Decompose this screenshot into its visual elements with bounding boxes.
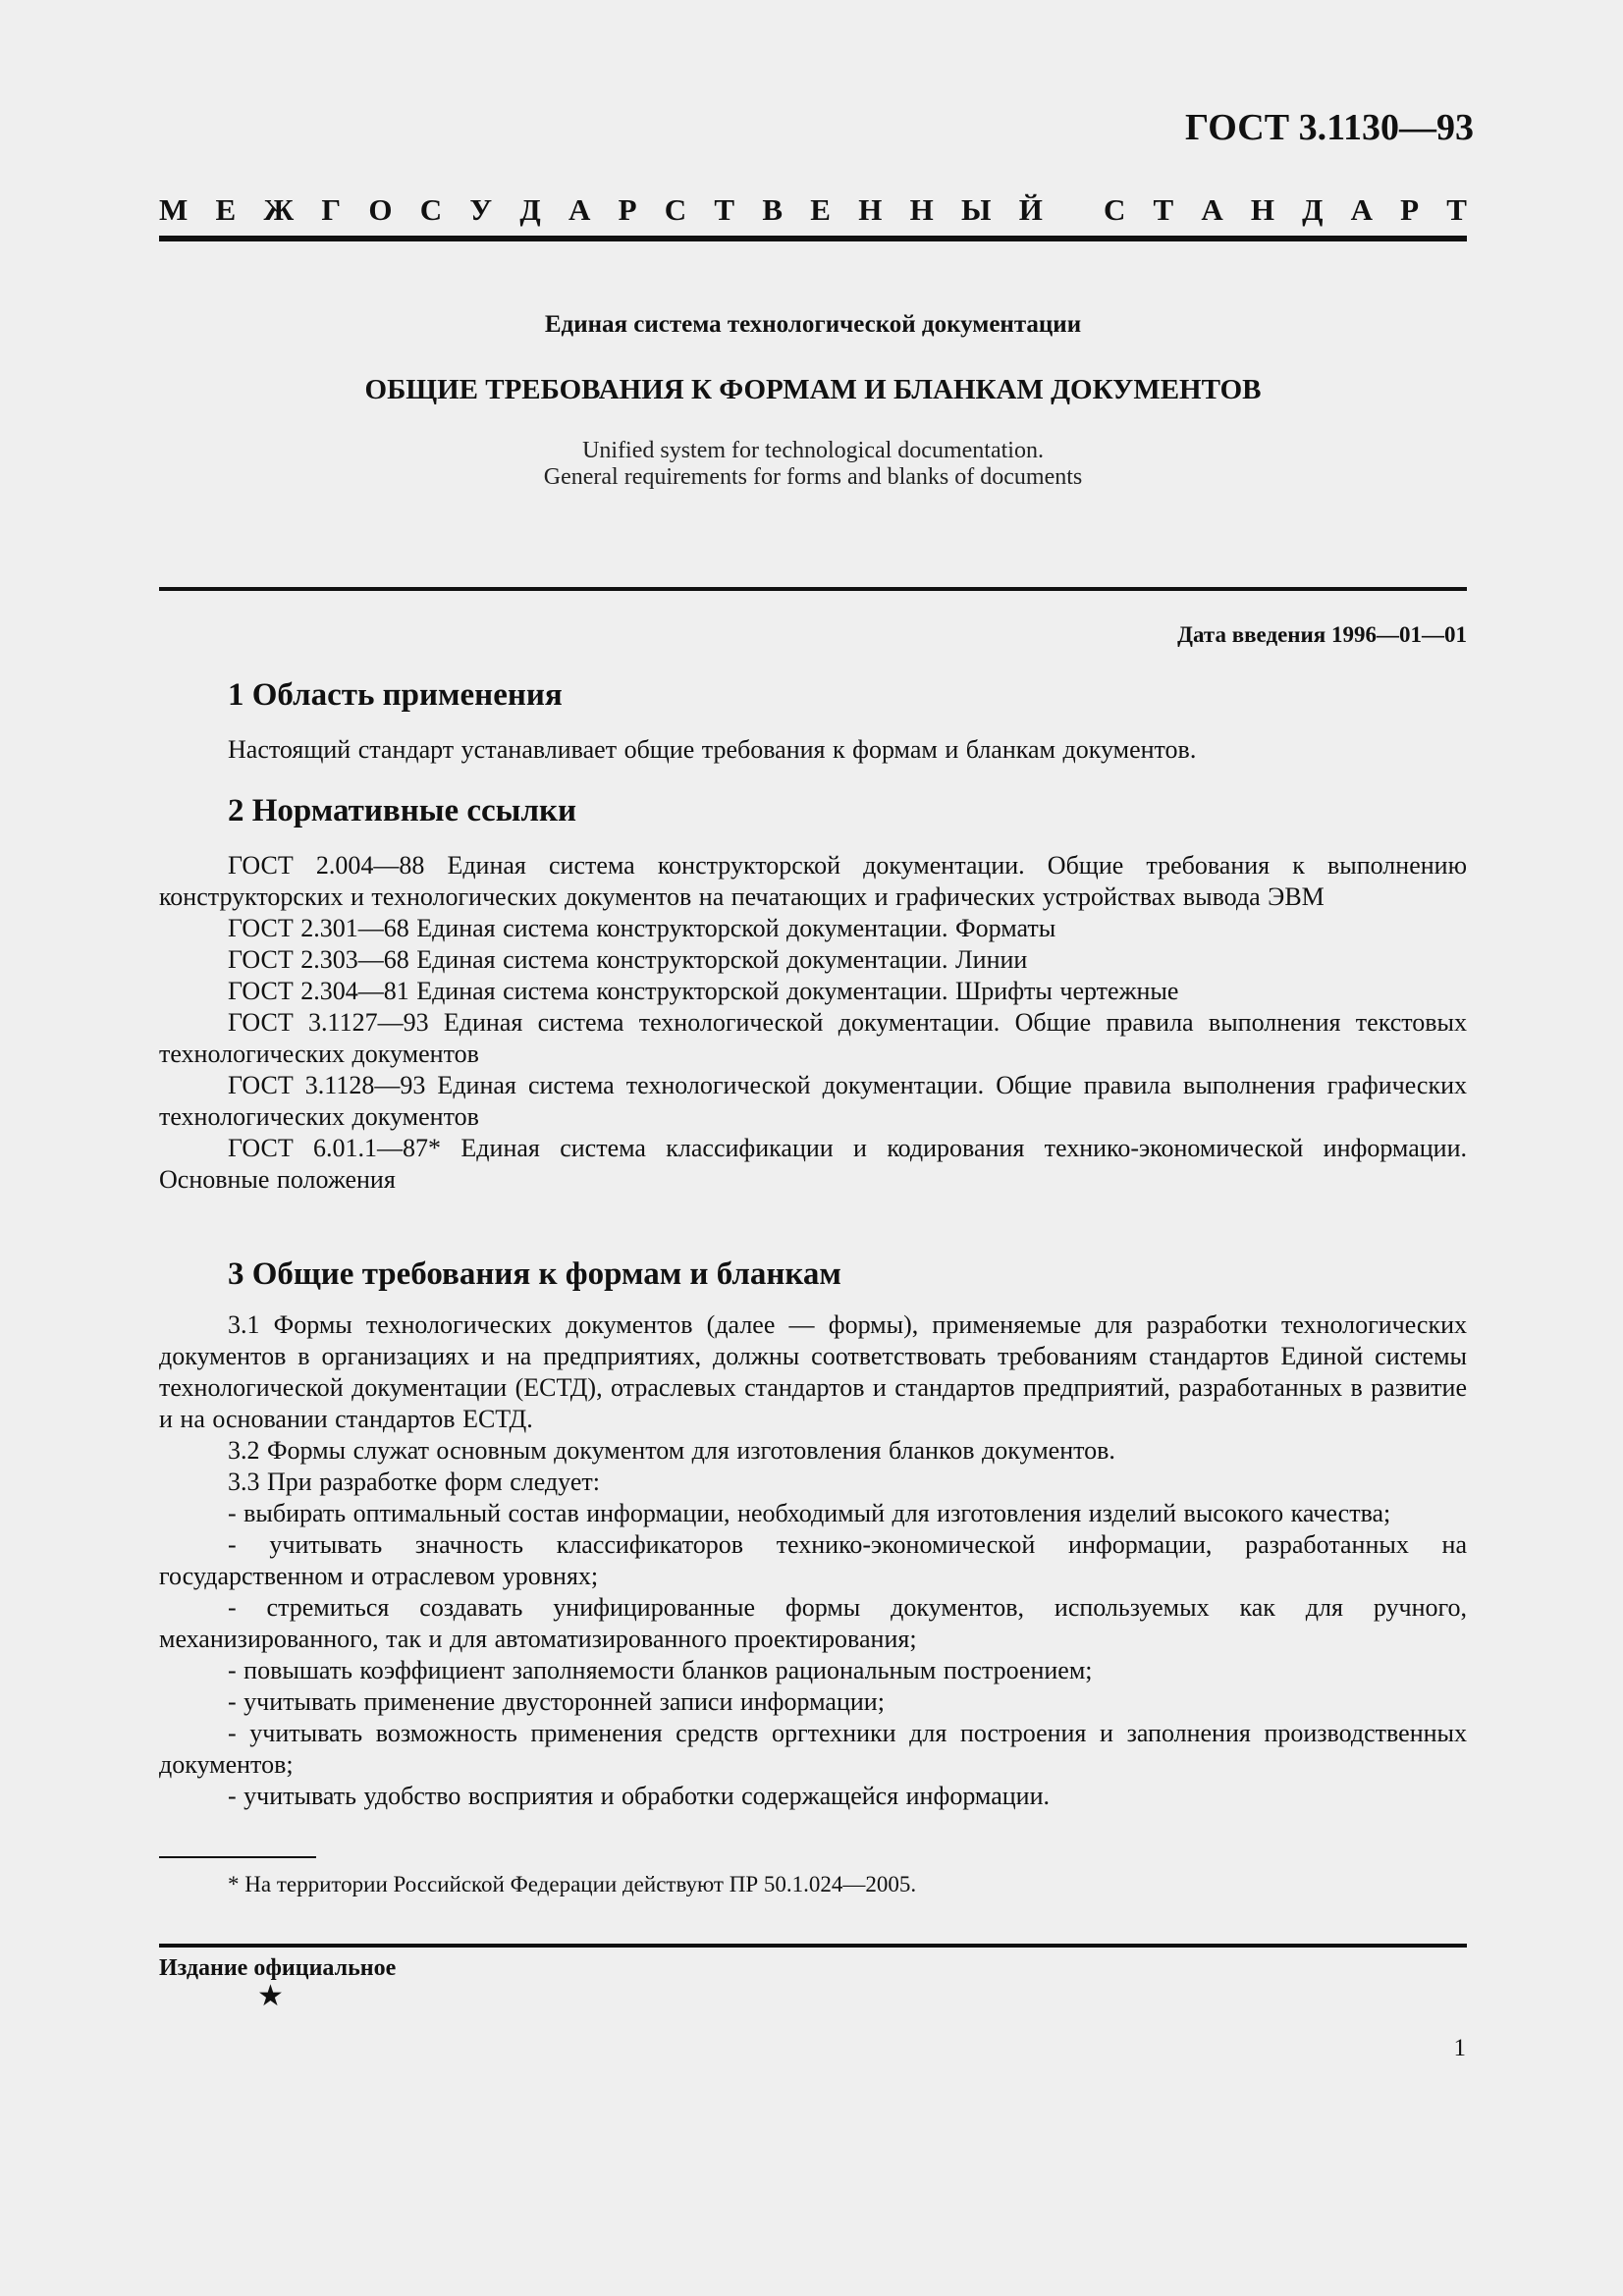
reference-item: ГОСТ 2.004—88 Единая система конструкторской документации. Общие требования к выполнению конструкторских и технологических документов на печатающих и графических устройствах вывода ЭВМ: [159, 851, 1467, 911]
edition-label: Издание официальное: [159, 1955, 397, 1981]
introduction-date: Дата введения 1996—01—01: [1177, 622, 1467, 647]
section-2-heading: 2 Нормативные ссылки: [228, 793, 576, 828]
standard-word: С Т А Н Д А Р Т: [1104, 192, 1467, 227]
reference-item: ГОСТ 2.303—68 Единая система конструкторской документации. Линии: [228, 945, 1028, 974]
section-3-text: [159, 1309, 1467, 1812]
list-item: - стремиться создавать унифицированные формы документов, используемых как для ручного, механизированного, так и для автоматизированного проектирования;: [159, 1593, 1467, 1653]
star-icon: ★: [257, 1980, 284, 2012]
english-title: Unified system for technological documentation. General requirements for forms and blanks of documents: [543, 438, 1083, 490]
document-title: ОБЩИЕ ТРЕБОВАНИЯ К ФОРМАМ И БЛАНКАМ ДОКУМЕНТОВ: [364, 374, 1262, 405]
reference-item: ГОСТ 3.1128—93 Единая система технологической документации. Общие правила выполнения графических технологических документов: [159, 1071, 1467, 1131]
paragraph: 3.3 При разработке форм следует:: [228, 1468, 600, 1496]
paragraph: 3.1 Формы технологических документов (далее — формы), применяемые для разработки технологических документов в организациях и на предприятиях, должны соответствовать требованиям стандартов Единой системы технологической документации (ЕСТД), отраслевых стандартов и стандартов предприятий, разработанных в развитие и на основании стандартов ЕСТД.: [159, 1310, 1467, 1433]
section-1-text: Настоящий стандарт устанавливает общие требования к формам и бланкам документов.: [228, 735, 1197, 764]
reference-item: ГОСТ 3.1127—93 Единая система технологической документации. Общие правила выполнения текстовых технологических документов: [159, 1008, 1467, 1068]
reference-item: ГОСТ 6.01.1—87* Единая система классификации и кодирования технико-экономической информации. Основные положения: [159, 1134, 1467, 1194]
interstate-word: М Е Ж Г О С У Д А Р С Т В Е Н Н Ы Й: [159, 192, 1043, 227]
footer-rule: [159, 1944, 1467, 1948]
list-item: - учитывать возможность применения средств оргтехники для построения и заполнения производственных документов;: [159, 1719, 1467, 1779]
list-item: - учитывать удобство восприятия и обработки содержащейся информации.: [228, 1782, 1050, 1810]
paragraph: 3.2 Формы служат основным документом для изготовления бланков документов.: [228, 1436, 1115, 1465]
system-name: Единая система технологической документации: [544, 311, 1082, 338]
interstate-standard-heading: [159, 192, 1467, 228]
reference-item: ГОСТ 2.301—68 Единая система конструкторской документации. Форматы: [228, 914, 1056, 942]
section-1-heading: 1 Область применения: [228, 677, 563, 713]
reference-item: ГОСТ 2.304—81 Единая система конструкторской документации. Шрифты чертежные: [228, 977, 1179, 1005]
title-rule: [159, 587, 1467, 591]
list-item: - учитывать применение двусторонней записи информации;: [228, 1687, 885, 1716]
list-item: - учитывать значность классификаторов технико-экономической информации, разработанных на государственном и отраслевом уровнях;: [159, 1530, 1467, 1590]
list-item: - выбирать оптимальный состав информации, необходимый для изготовления изделий высокого качества;: [228, 1499, 1391, 1527]
document-code: ГОСТ 3.1130—93: [1185, 107, 1474, 148]
page-number: 1: [1453, 2035, 1466, 2061]
header-rule: [159, 236, 1467, 241]
list-item: - повышать коэффициент заполняемости бланков рациональным построением;: [228, 1656, 1093, 1684]
footnote-divider: [159, 1856, 316, 1858]
footnote: * На территории Российской Федерации действуют ПР 50.1.024—2005.: [228, 1872, 917, 1896]
section-2-references: [159, 850, 1467, 1196]
section-3-heading: 3 Общие требования к формам и бланкам: [228, 1256, 841, 1292]
